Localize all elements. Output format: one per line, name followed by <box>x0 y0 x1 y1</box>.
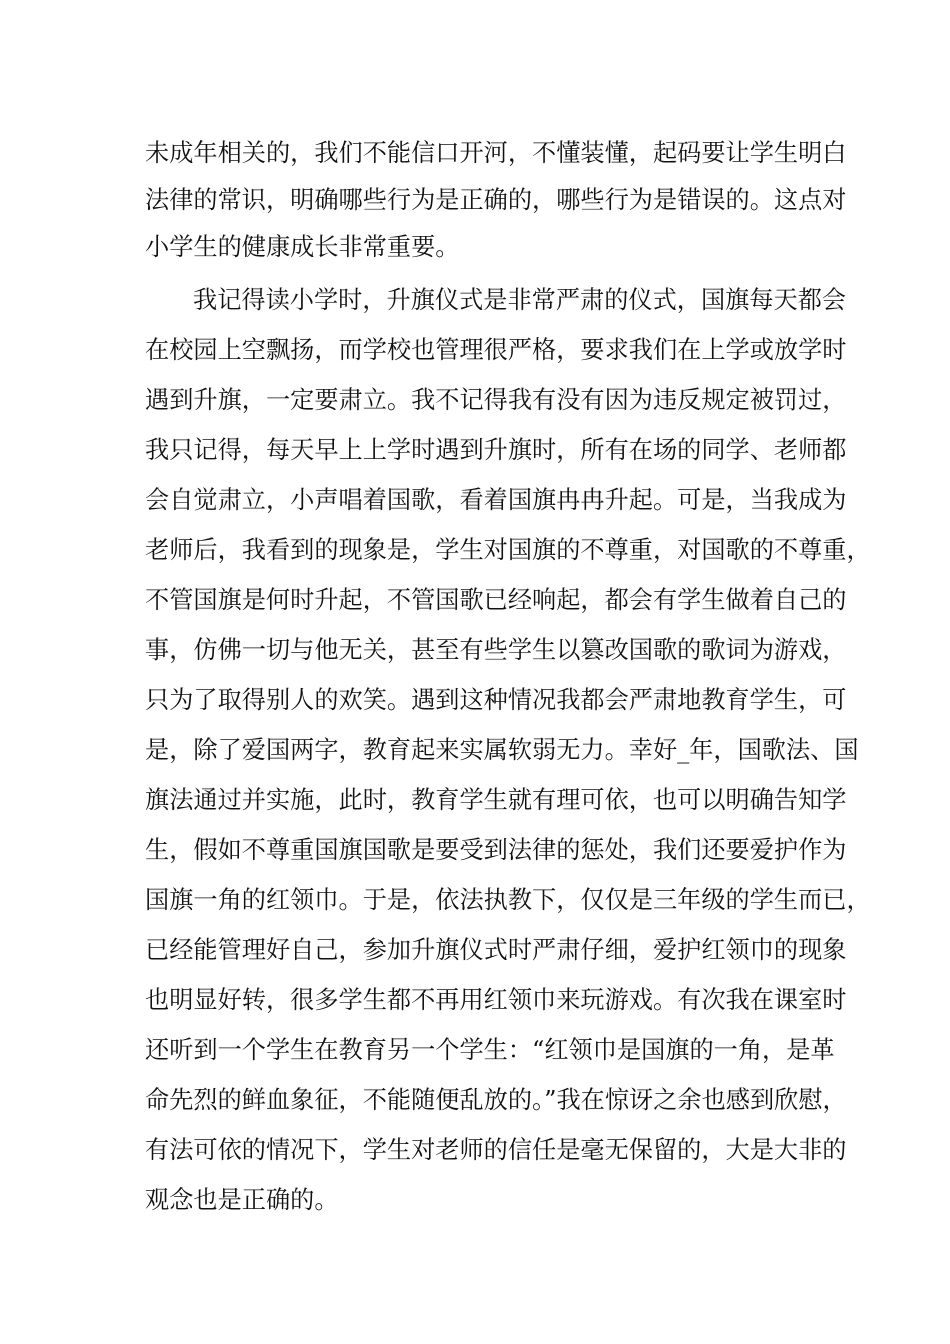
text-line: 也明显好转，很多学生都不再用红领巾来玩游戏。有次我在课室时 <box>145 986 847 1014</box>
text-line: 不管国旗是何时升起，不管国歌已经响起，都会有学生做着自己的 <box>145 586 847 614</box>
text-line: 生，假如不尊重国旗国歌是要受到法律的惩处，我们还要爱护作为 <box>145 836 847 864</box>
text-line: 会自觉肃立，小声唱着国歌，看着国旗冉冉升起。可是，当我成为 <box>145 486 847 514</box>
text-line: 有法可依的情况下，学生对老师的信任是毫无保留的，大是大非的 <box>145 1136 847 1164</box>
text-line: 在校园上空飘扬，而学校也管理很严格，要求我们在上学或放学时 <box>145 336 847 364</box>
text-line: 老师后，我看到的现象是，学生对国旗的不尊重，对国歌的不尊重， <box>145 536 871 564</box>
text-line: 事，仿佛一切与他无关，甚至有些学生以篡改国歌的歌词为游戏， <box>145 636 847 664</box>
text-line: 法律的常识，明确哪些行为是正确的，哪些行为是错误的。这点对 <box>145 186 847 214</box>
text-line: 遇到升旗，一定要肃立。我不记得我有没有因为违反规定被罚过， <box>145 386 847 414</box>
text-line: 观念也是正确的。 <box>145 1186 339 1214</box>
text-line: 是，除了爱国两字，教育起来实属软弱无力。幸好_年，国歌法、国 <box>145 736 859 764</box>
text-line: 未成年相关的，我们不能信口开河，不懂装懂，起码要让学生明白 <box>145 139 847 167</box>
text-line: 我只记得，每天早上上学时遇到升旗时，所有在场的同学、老师都 <box>145 436 847 464</box>
paragraph-start-line: 我记得读小学时，升旗仪式是非常严肃的仪式，国旗每天都会 <box>193 286 847 314</box>
text-line: 旗法通过并实施，此时，教育学生就有理可依，也可以明确告知学 <box>145 786 847 814</box>
text-line: 已经能管理好自己，参加升旗仪式时严肃仔细，爱护红领巾的现象 <box>145 936 847 964</box>
text-line: 小学生的健康成长非常重要。 <box>145 233 460 261</box>
text-line: 国旗一角的红领巾。于是，依法执教下，仅仅是三年级的学生而已， <box>145 886 871 914</box>
text-line: 只为了取得别人的欢笑。遇到这种情况我都会严肃地教育学生，可 <box>145 686 847 714</box>
text-line: 命先烈的鲜血象征，不能随便乱放的。”我在惊讶之余也感到欣慰， <box>145 1086 847 1114</box>
text-line: 还听到一个学生在教育另一个学生：“红领巾是国旗的一角，是革 <box>145 1036 835 1064</box>
